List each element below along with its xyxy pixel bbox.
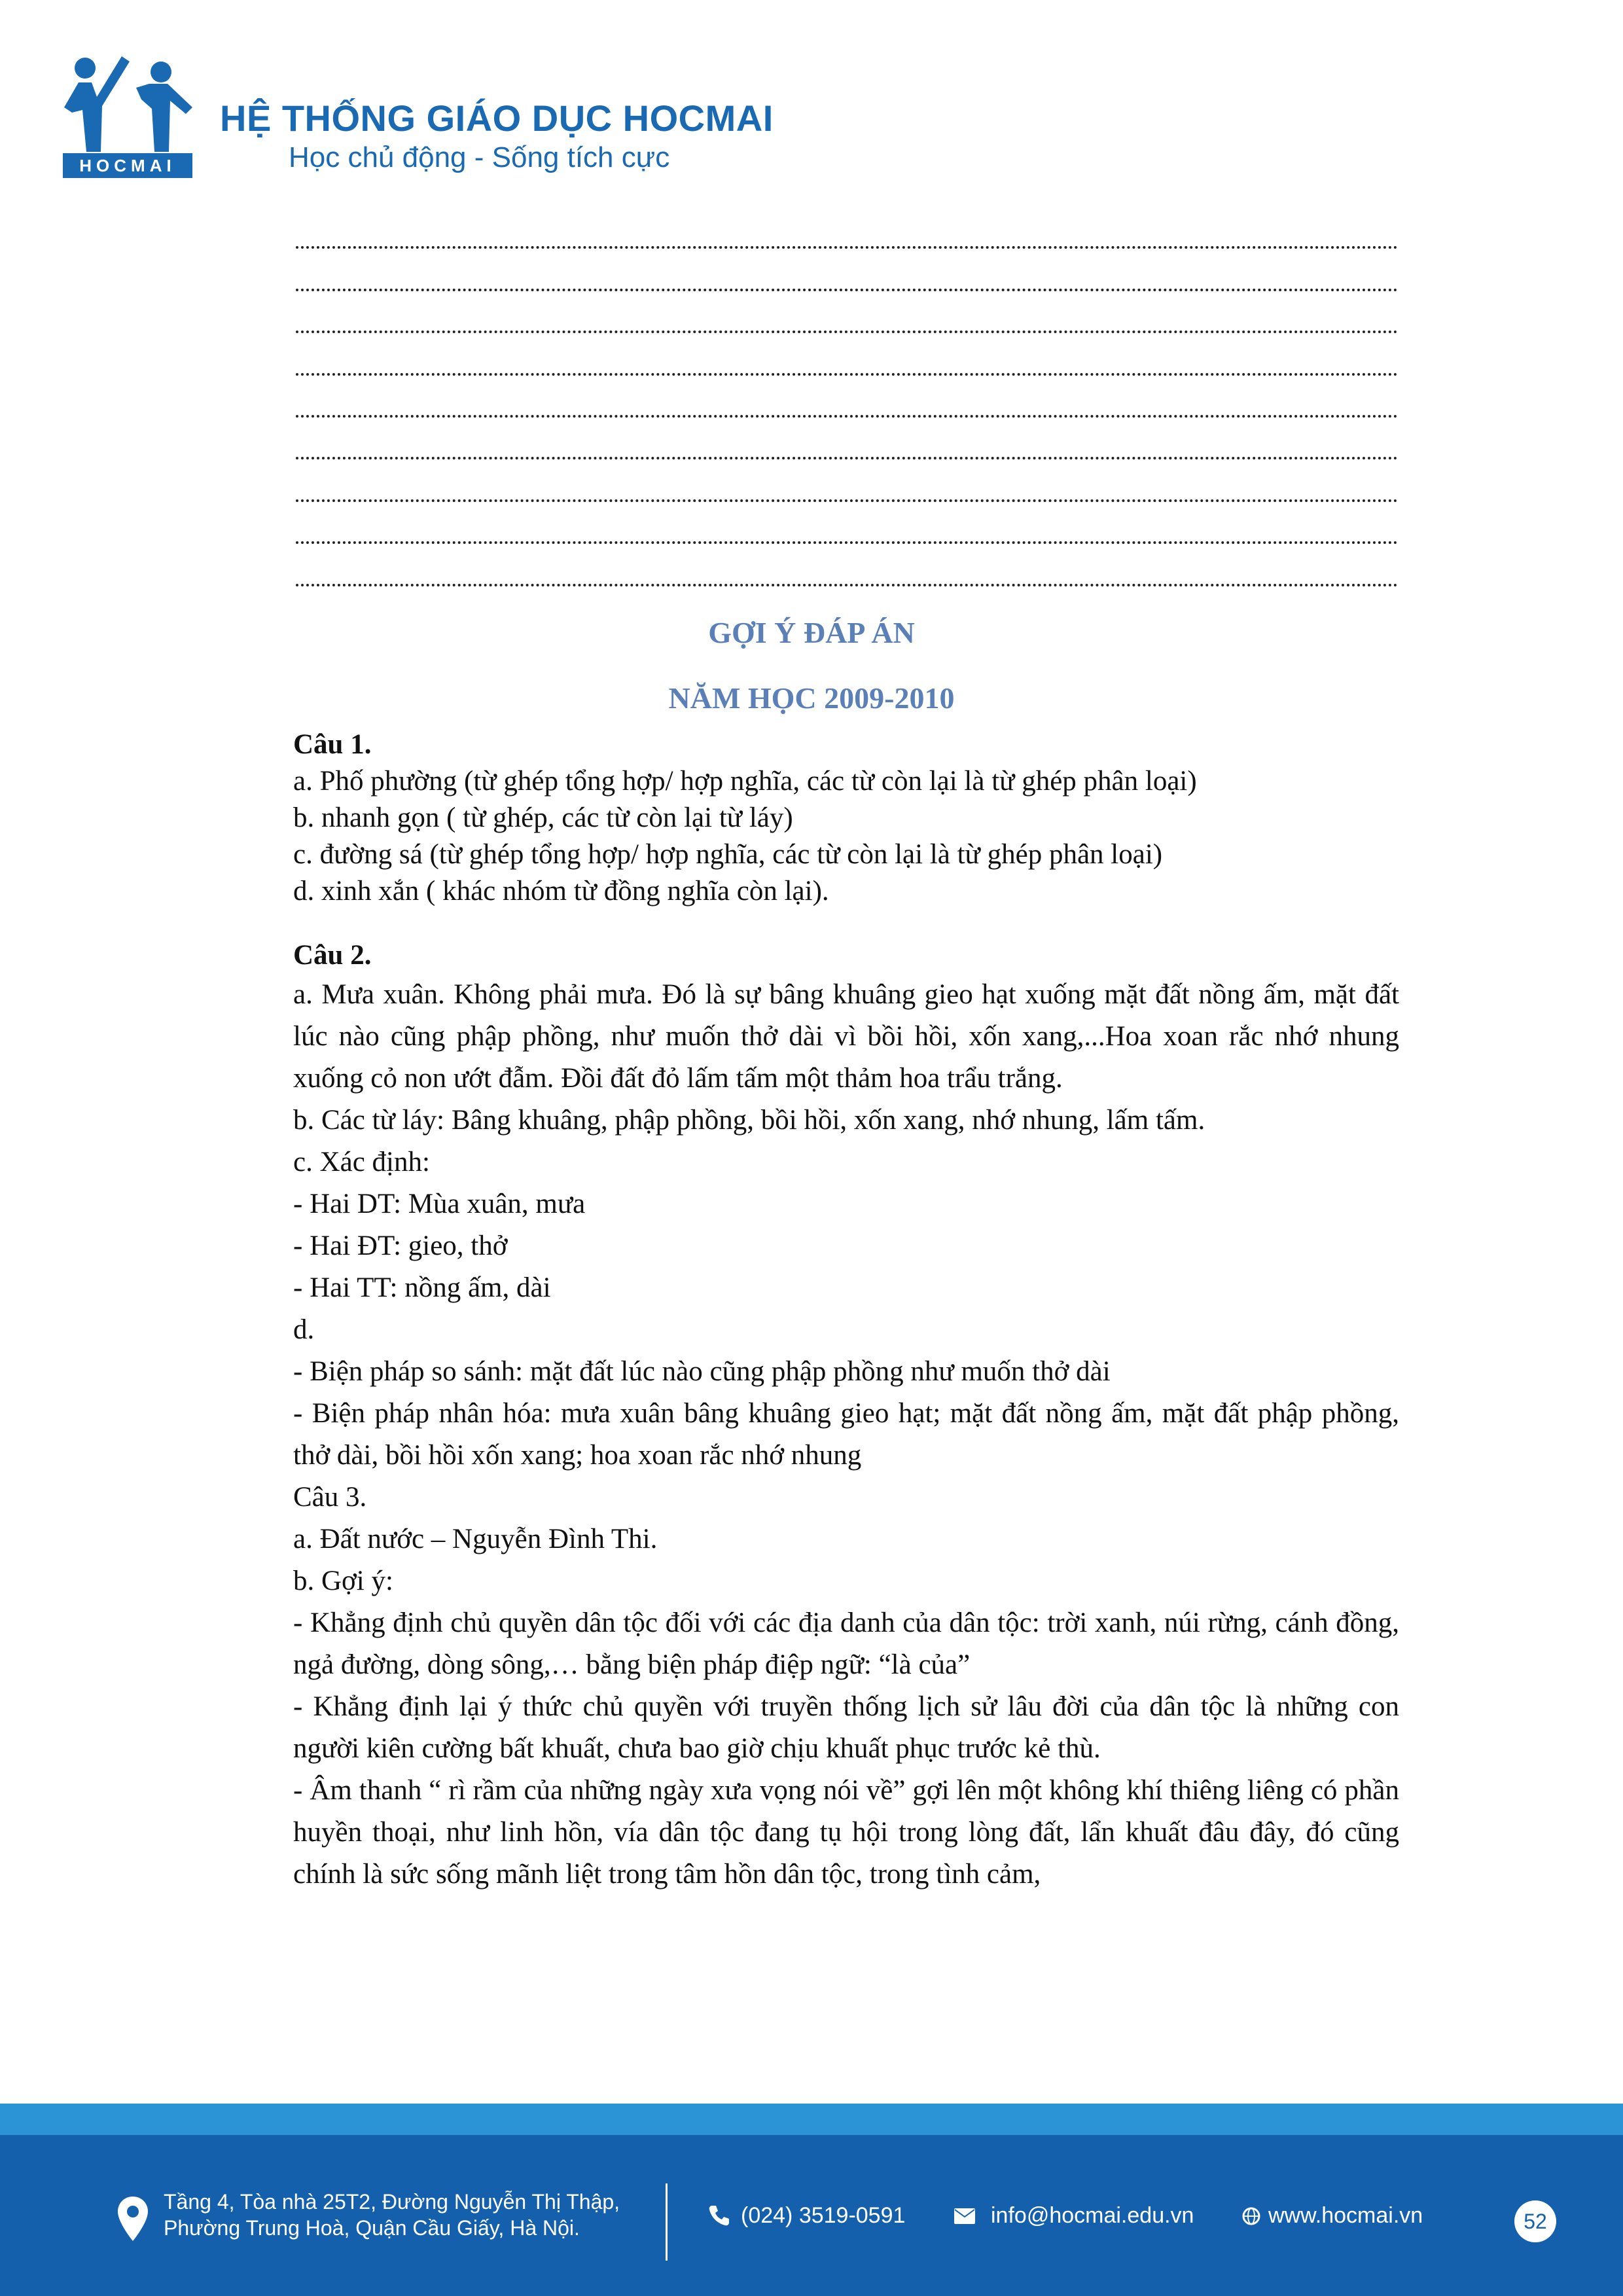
footer-stripe [0,2104,1623,2135]
q3-answer-b-label: b. Gợi ý: [293,1566,393,1596]
location-pin-icon [116,2195,149,2242]
question-1-title: Câu 1. [293,729,372,760]
q1-answer-c: c. đường sá (từ ghép tổng hợp/ hợp nghĩa, các từ còn lại là từ ghép phân loại) [293,839,1163,870]
q1-answer-b: b. nhanh gọn ( từ ghép, các từ còn lại từ láy) [293,802,793,833]
answer-heading: GỢI Ý ĐÁP ÁN [708,616,915,649]
dotted-line [296,427,1398,469]
answer-content [293,726,1399,1895]
q2-answer-c-label: c. Xác định: [293,1147,430,1177]
q3-answer-b-item: - Khẳng định chủ quyền dân tộc đối với các địa danh của dân tộc: trời xanh, núi rừng, cánh đồng, ngả đường, dòng sông,… bằng biện pháp điệp ngữ: “là của” [293,1607,1399,1680]
q1-answer-a: a. Phố phường (từ ghép tổng hợp/ hợp nghĩa, các từ còn lại là từ ghép phân loại) [293,766,1197,797]
globe-icon [1242,2207,1260,2225]
q1-answer-d: d. xinh xắn ( khác nhóm từ đồng nghĩa còn lại). [293,876,829,906]
q3-answer-b-item: - Khẳng định lại ý thức chủ quyền với truyền thống lịch sử lâu đời của dân tộc là những con người kiên cường bất khuất, chưa bao giờ chịu khuất phục trước kẻ thù. [293,1691,1399,1764]
footer-phone[interactable]: (024) 3519-0591 [741,2203,906,2228]
q2-answer-c-item: - Hai ĐT: gieo, thở [293,1230,508,1261]
logo-text: HOCMAI [79,156,176,175]
spacer [293,910,1399,937]
brand-title: HỆ THỐNG GIÁO DỤC HOCMAI [220,98,774,139]
footer-website[interactable]: www.hocmai.vn [1268,2203,1423,2228]
q2-answer-c-item: - Hai TT: nồng ấm, dài [293,1272,551,1303]
question-2-title: Câu 2. [293,940,372,971]
footer-email[interactable]: info@hocmai.edu.vn [991,2203,1194,2228]
hocmai-logo-icon [63,54,194,178]
footer-divider [666,2183,668,2261]
q2-answer-d-label: d. [293,1314,315,1345]
q3-answer-a: a. Đất nước – Nguyễn Đình Thi. [293,1524,658,1554]
dotted-line [296,300,1398,342]
brand-slogan: Học chủ động - Sống tích cực [289,141,670,173]
dotted-line [296,258,1398,300]
dotted-line [296,385,1398,427]
q2-answer-a: a. Mưa xuân. Không phải mưa. Đó là sự bâng khuâng gieo hạt xuống mặt đất nồng ấm, mặt đất lúc nào cũng phập phồng, như muốn thở dài vì bồi hồi, xốn xang,...Hoa xoan rắc nhớ nhung xuống cỏ non ướt đẫm. Đồi đất đỏ lấm tấm một thảm hoa trẩu trắng. [293,979,1399,1094]
dotted-line [296,553,1398,595]
address-line-1: Tầng 4, Tòa nhà 25T2, Đường Nguyễn Thị Thập, [164,2190,620,2214]
page-footer [0,2135,1623,2296]
q2-answer-d-item: - Biện pháp nhân hóa: mưa xuân bâng khuâng gieo hạt; mặt đất nồng ấm, mặt đất phập phồng, thở dài, bồi hồi xốn xang; hoa xoan rắc nhớ nhung [293,1398,1399,1471]
q2-answer-d-item: - Biện pháp so sánh: mặt đất lúc nào cũng phập phồng như muốn thở dài [293,1356,1111,1387]
dotted-line [296,511,1398,553]
page-header [63,54,848,185]
dotted-line [296,469,1398,511]
email-icon [954,2208,975,2224]
q3-answer-b-item: - Âm thanh “ rì rầm của những ngày xưa vọng nói về” gợi lên một không khí thiêng liêng có phần huyền thoại, như linh hồn, vía dân tộc đang tụ hội trong lòng đất, lẩn khuất đâu đây, đó cũng chính là sức sống mãnh liệt trong tâm hồn dân tộc, trong tình cảm, [293,1775,1399,1890]
dotted-line [296,216,1398,258]
dotted-answer-lines [296,216,1398,596]
q2-answer-c-item: - Hai DT: Mùa xuân, mưa [293,1189,586,1219]
question-3-title: Câu 3. [293,1482,367,1513]
footer-address [164,2189,620,2241]
address-line-2: Phường Trung Hoà, Quận Cầu Giấy, Hà Nội. [164,2216,580,2240]
q2-answer-b: b. Các từ láy: Bâng khuâng, phập phồng, bồi hồi, xốn xang, nhớ nhung, lấm tấm. [293,1105,1205,1136]
dotted-line [296,342,1398,384]
page-number: 52 [1514,2200,1556,2242]
phone-icon [707,2203,732,2228]
year-heading: NĂM HỌC 2009-2010 [668,681,955,715]
